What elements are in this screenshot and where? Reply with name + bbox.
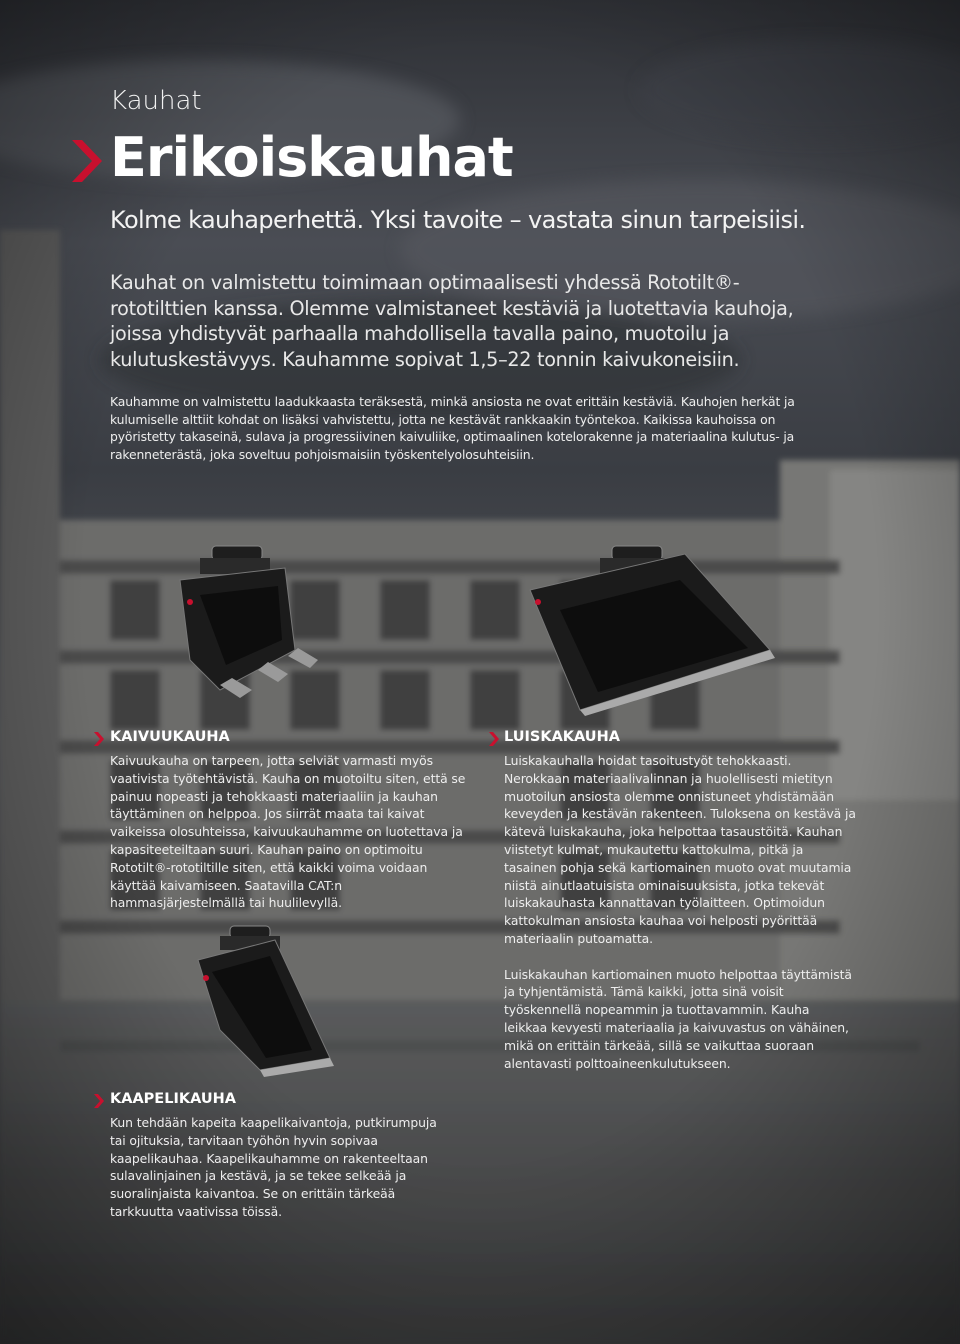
kaapelikauha-text: Kun tehdään kapeita kaapelikaivantoja, putkirumpuja tai ojituksia, tarvitaan työhön hyvin sopivaa kaapelikauhaa. Kaapelikauhamme on rakenteeltaan sulavalinjainen ja kestävä, ja se tekee selkeää ja suoralinjaista kaivantoa. Se on erittäin tärkeää tarkkuutta vaativissa töissä. xyxy=(110,1115,437,1219)
luiskakauha-image xyxy=(520,540,780,720)
luiskakauha-paragraph-2: Luiskakauhan kartiomainen muoto helpottaa täyttämistä ja tyhjentämistä. Tämä kaikki, jotta sinä voisit työskennellä nopeammin ja tuottavammin. Kauha leikkaa kevyesti materiaalia ja kaivuvastus on vähäinen, mikä on erittäin tärkeää, sillä se vaikuttaa suoraan alentavasti polttoaineenkulutukseen. xyxy=(504,966,852,1071)
kaivuukauha-text: Kaivuukauha on tarpeen, jotta selviät varmasti myös vaativista työtehtävistä. Kauha on muotoiltu siten, että se painuu nopeasti ja tehokkaasti materiaaliin ja kauhan täyttäminen on helppoa. Jos siirrät maata tai kaivat vaikeissa olosuhteissa, kaivuukauhamme on luotettava ja kapasiteeteiltaan suuri. Kauhan paino on optimoitu Rototilt®-rototiltille siten, että kaikki voima voidaan käyttää kaivamiseen. Saatavilla CAT:n hammasjärjestelmällä tai huulilevyllä. xyxy=(110,753,466,911)
luiskakauha-text xyxy=(504,752,856,1072)
kaapelikauha-heading: KAAPELIKAUHA xyxy=(110,1091,236,1107)
luiskakauha-heading: LUISKAKAUHA xyxy=(504,729,620,745)
kaivuukauha-image xyxy=(160,540,360,710)
intro-body: Kauhamme on valmistettu laadukkaasta teräksestä, minkä ansiosta ne ovat erittäin kestäviä. Kauhojen herkät ja kulumiselle alttiit kohdat on lisäksi vahvistettu, jotta ne kestävät rankkaakin työntekoa. Kaikissa kauhoissa on pyöristetty takaseinä, sulava ja progressiivinen kaivuliike, optimaalinen kotelorakenne ja materiaalina kulutus- ja rakenneterästä, joka soveltuu pohjoismaisiin työskentelyolosuhteisiin. xyxy=(110,394,795,462)
intro-lead: Kauhat on valmistettu toimimaan optimaalisesti yhdessä Rototilt®-rototilttien kanssa. Olemme valmistaneet kestäviä ja luotettavia kauhoja, joissa yhdistyvät parhaalla mahdollisella tavalla paino, muotoilu ja kulutuskestävyys. Kauhamme sopivat 1,5–22 tonnin kaivukoneisiin. xyxy=(110,271,794,371)
page-title: Erikoiskauhat xyxy=(110,126,513,189)
chevron-right-icon xyxy=(94,732,104,746)
chevron-right-icon xyxy=(72,140,102,182)
chevron-right-icon xyxy=(94,1094,104,1108)
section-eyebrow: Kauhat xyxy=(110,86,202,116)
luiskakauha-paragraph-1: Luiskakauhalla hoidat tasoitustyöt tehokkaasti. Nerokkaan materiaalivalinnan ja huolellisesti mietityn muotoilun ansiosta olemme onnistuneet yhdistämään keveyden ja kestävän rakenteen. Tuloksena on kestävä ja kätevä luiskakauha, joka helpottaa tasaustöitä. Kauhan viistetyt kulmat, mukautettu kattokulma, pitkä ja tasainen pohja sekä kartiomainen muoto ovat muutamia niistä ainutlaatuisista ominaisuuksista, jotka tekevät luiskakauhasta kannattavan työlaitteen. Optimoidun kattokulman ansiosta kauhaa voi helposti pyörittää materiaalin putoamatta. xyxy=(504,753,856,946)
kaapelikauha-image xyxy=(190,920,340,1080)
chevron-right-icon xyxy=(489,732,499,746)
page-subtitle: Kolme kauhaperhettä. Yksi tavoite – vastata sinun tarpeisiisi. xyxy=(110,206,806,234)
kaivuukauha-heading: KAIVUUKAUHA xyxy=(110,729,230,745)
